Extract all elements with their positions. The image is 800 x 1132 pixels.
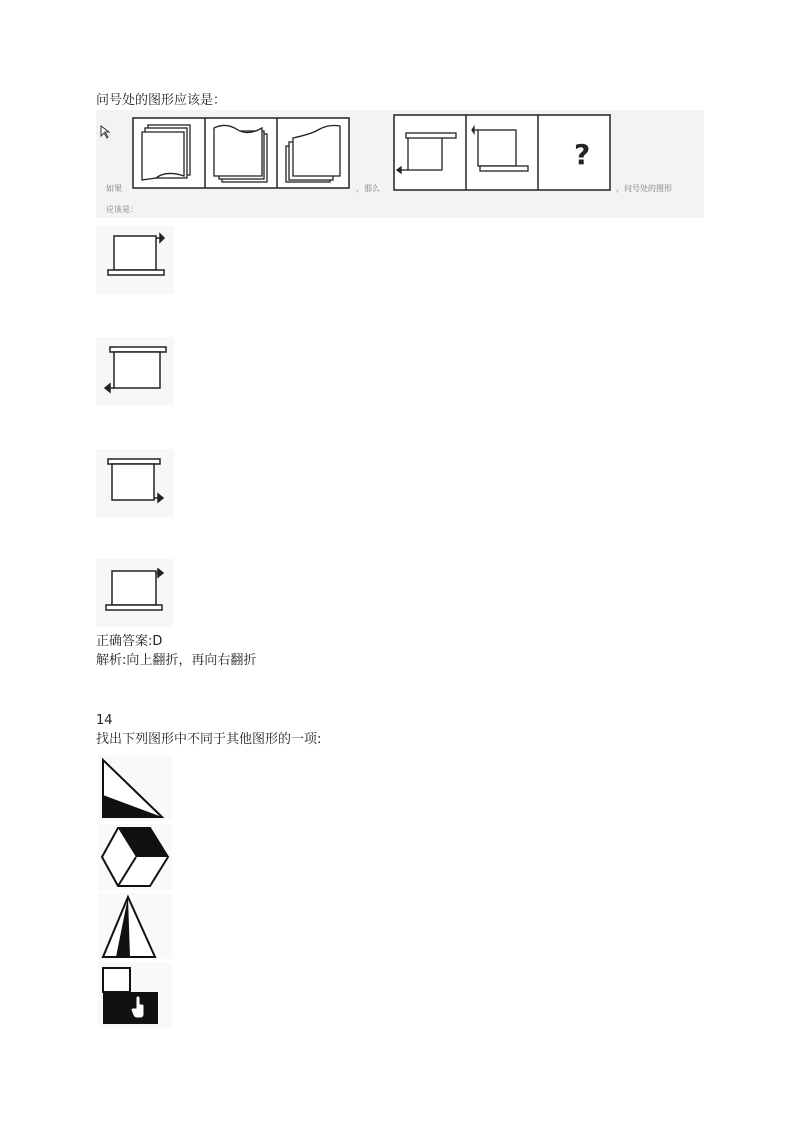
question-14-title: 找出下列图形中不同于其他图形的一项: [96,732,322,747]
cursor-icon [101,126,109,138]
q14-option-1-figure[interactable] [98,755,172,821]
panel-text-question: ，问号处的图形 [616,184,672,193]
stacked-sheets-1-icon [142,125,190,180]
panel-text-question-2: 应该是： [106,205,138,214]
q14-option-4-figure[interactable] [98,962,172,1028]
answer-text: 正确答案:D [96,634,163,649]
q14-option-2-figure[interactable] [98,824,172,890]
analysis-text: 解析:向上翻折，再向右翻折 [96,653,257,668]
panel-text-if: 如果 [106,184,122,193]
q14-option-3-figure[interactable] [98,893,172,959]
stacked-sheets-2-icon [214,125,267,182]
question-13-stem-figure [96,110,704,218]
option-d-figure[interactable] [96,559,174,627]
question-14-number: 14 [96,713,113,728]
option-a-figure[interactable] [96,226,174,294]
panel-text-then: ，那么 [356,184,380,193]
question-13-title: 问号处的图形应该是： [96,93,227,108]
option-b-figure[interactable] [96,337,174,405]
option-c-figure[interactable] [96,449,174,517]
question-mark: ? [574,138,591,171]
